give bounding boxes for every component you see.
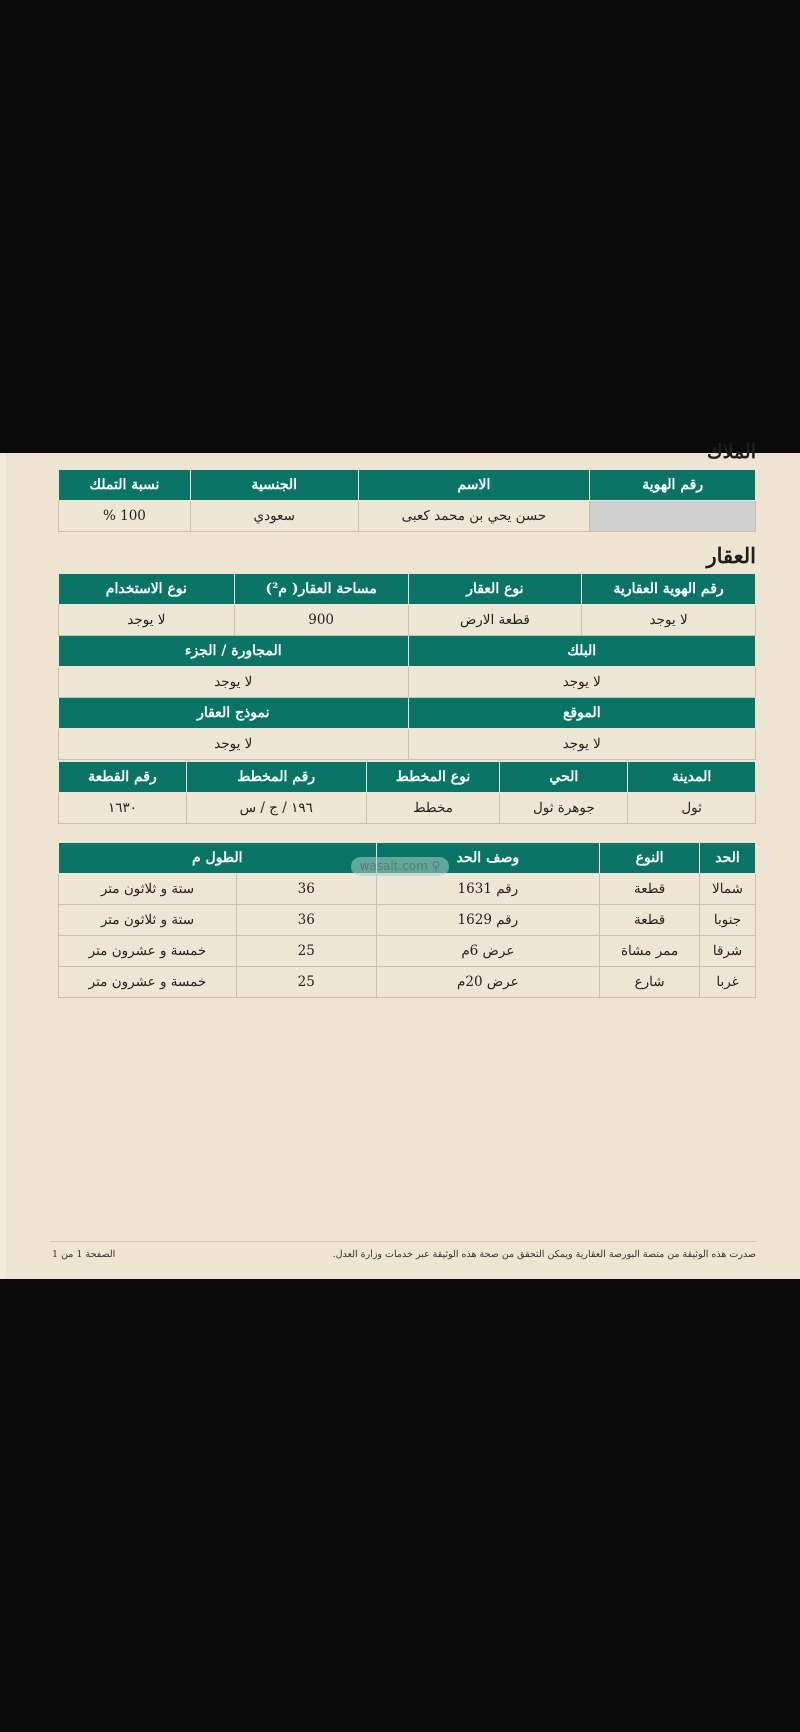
block-value: لا يوجد (408, 667, 755, 698)
property-usage-value: لا يوجد (59, 605, 235, 636)
owners-section-title: الملاك (706, 441, 756, 463)
footer-page-number: الصفحة 1 من 1 (52, 1249, 116, 1260)
plan-header-plot-number: رقم القطعة (59, 762, 187, 793)
boundary-header-side: الحد (700, 843, 756, 874)
plan-header-city: المدينة (628, 762, 756, 793)
boundary-header-type: النوع (600, 843, 700, 874)
boundary-length: 25 (236, 967, 376, 998)
location-header: الموقع (408, 698, 755, 729)
plan-table (58, 761, 756, 824)
owners-header-ownership: نسبة التملك (59, 470, 191, 501)
boundary-type: شارع (600, 967, 700, 998)
plot-number: ١٦٣٠ (59, 793, 187, 824)
owner-ownership: 100 % (59, 501, 191, 532)
boundary-side: جنوبا (700, 905, 756, 936)
location-value: لا يوجد (408, 729, 755, 760)
boundary-description: رقم 1629 (376, 905, 600, 936)
boundary-description: عرض 20م (376, 967, 600, 998)
boundary-header-description: وصف الحد (376, 843, 600, 874)
plan-district: جوهرة ثول (500, 793, 628, 824)
boundary-side: غربا (700, 967, 756, 998)
boundary-length-text: ستة و ثلاثون متر (59, 905, 237, 936)
property-section-title: العقار (706, 543, 756, 568)
property-header-type: نوع العقار (408, 574, 582, 605)
boundary-side: شرقا (700, 936, 756, 967)
boundary-length: 25 (236, 936, 376, 967)
table-row (59, 967, 756, 998)
plan-number: ١٩٦ / ج / س (186, 793, 366, 824)
neighbor-header: المجاورة / الجزء (59, 636, 409, 667)
boundary-type: ممر مشاة (600, 936, 700, 967)
boundary-length-text: ستة و ثلاثون متر (59, 874, 237, 905)
plan-header-district: الحي (500, 762, 628, 793)
owner-name: حسن يحي بن محمد كعبى (358, 501, 590, 532)
property-header-usage: نوع الاستخدام (59, 574, 235, 605)
property-id-value: لا يوجد (582, 605, 756, 636)
neighbor-value: لا يوجد (59, 667, 409, 698)
table-row (59, 936, 756, 967)
owner-id-redacted (590, 501, 756, 532)
block-header: البلك (408, 636, 755, 667)
boundary-length-text: خمسة و عشرون متر (59, 936, 237, 967)
owners-header-name: الاسم (358, 470, 590, 501)
property-area-value: 900 (234, 605, 408, 636)
owners-table (58, 469, 756, 532)
owners-header-nationality: الجنسية (190, 470, 358, 501)
boundary-type: قطعة (600, 874, 700, 905)
property-table (58, 573, 756, 760)
watermark-badge: wasalt.com ⚲ (351, 857, 449, 876)
model-header: نموذج العقار (59, 698, 409, 729)
boundary-length: 36 (236, 905, 376, 936)
owners-header-id: رقم الهوية (590, 470, 756, 501)
boundary-length: 36 (236, 874, 376, 905)
footer-divider (50, 1241, 756, 1242)
plan-city: ثول (628, 793, 756, 824)
table-row (59, 874, 756, 905)
boundary-description: رقم 1631 (376, 874, 600, 905)
footer-note: صدرت هذه الوثيقة من منصة البورصة العقارية ويمكن التحقق من صحة هذه الوثيقة عبر خدمات وزارة العدل. (332, 1249, 756, 1260)
boundary-length-text: خمسة و عشرون متر (59, 967, 237, 998)
property-type-value: قطعة الارض (408, 605, 582, 636)
model-value: لا يوجد (59, 729, 409, 760)
owner-nationality: سعودي (190, 501, 358, 532)
boundary-header-length: الطول م (59, 843, 377, 874)
boundary-type: قطعة (600, 905, 700, 936)
property-header-id: رقم الهوية العقارية (582, 574, 756, 605)
property-header-area: مساحة العقار( م²) (234, 574, 408, 605)
plan-type: مخطط (366, 793, 500, 824)
table-row (59, 905, 756, 936)
boundary-side: شمالا (700, 874, 756, 905)
plan-header-plan-number: رقم المخطط (186, 762, 366, 793)
boundary-description: عرض 6م (376, 936, 600, 967)
plan-header-plan-type: نوع المخطط (366, 762, 500, 793)
